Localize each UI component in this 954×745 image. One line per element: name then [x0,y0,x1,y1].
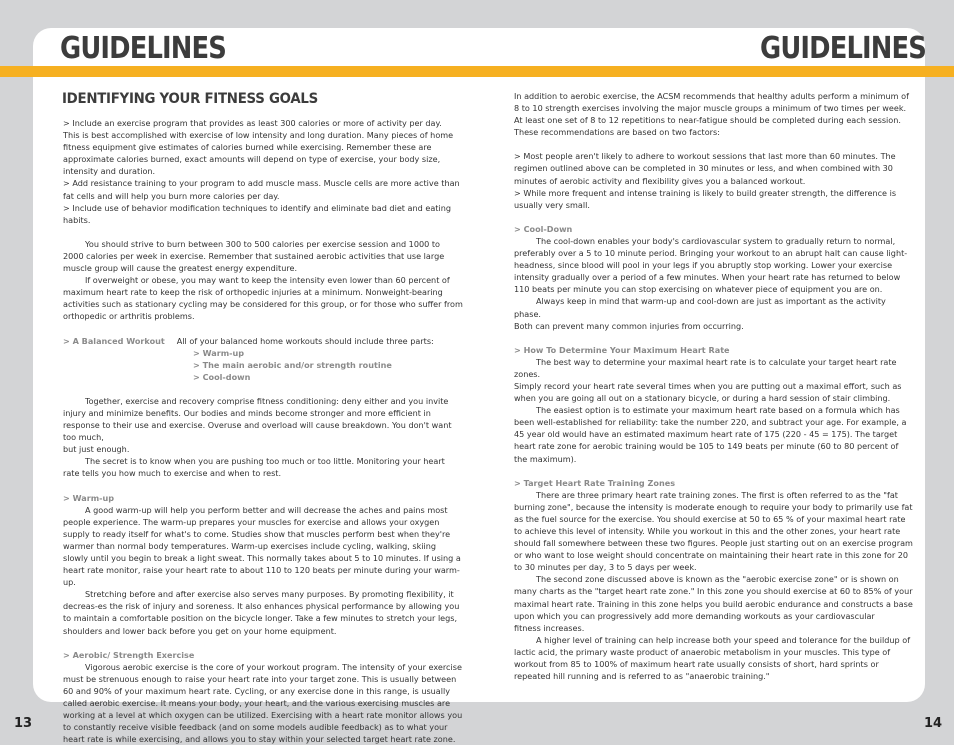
training-zones-heading: > Target Heart Rate Training Zones [514,477,676,488]
balanced-parts-list [193,347,463,383]
factor-1: > Most people aren't likely to adhere to workout sessions that last more than 60 minutes. The regimen outlined above can be completed in 30 minutes or less, and when combined with 30 minutes of aerobic activity and flexibility gives you a balanced workout. [514,151,896,186]
page-title-left: GUIDELINES [60,31,227,66]
part-main-routine: > The main aerobic and/or strength routine [193,359,392,370]
always-paragraph: Always keep in mind that warm-up and cool-down are just as important as the activity phase. Both can prevent many common injuries from occurring. [514,296,886,331]
together-paragraph: Together, exercise and recovery comprise fitness conditioning: deny either and you invite injury and minimize benefits. Our bodies and minds become stronger and more efficient in response to their use and exercise. Overuse and overload will cause breakdown. You don't want too much, but just enough. [63,395,452,455]
balanced-workout-row [63,335,463,347]
section-heading: IDENTIFYING YOUR FITNESS GOALS [62,91,318,107]
balanced-workout-label: > A Balanced Workout [63,335,165,346]
warm-up-paragraph: A good warm-up will help you perform better and will decrease the aches and pains most people experience. The warm-up prepares your muscles for exercise and allows your oxygen supply to ready itself for what's to come. Studies show that muscles perform best when they're warmer than normal body temperatures. Warm-up exercises include cycling, walking, skiing slowly until you begin to break a light sweat. This normally takes about 5 to 10 minutes. If using a heart rate monitor, raise your heart rate to about 110 to 120 beats per minute during your warm-up. [63,504,461,588]
higher-level-paragraph: A higher level of training can help increase both your speed and tolerance for the buildup of lactic acid, the primary waste product of anaerobic metabolism in your muscles. This type of workout from 85 to 100% of maximum heart rate usually consists of short, hard sprints or repeated hill running and is referred to as "anaerobic training." [514,634,911,682]
easiest-option-paragraph: The easiest option is to estimate your maximum heart rate based on a formula which has been well-established for reliability: take the number 220, and subtract your age. For example, a 45 year old would have an estimated maximum heart rate of 175 (220 - 45 = 175). The target heart rate zone for aerobic training would be 105 to 149 beats per minute (60 to 80 percent of the maximum). [514,405,907,464]
right-column [514,90,914,682]
left-column [63,117,463,745]
factor-2: > While more frequent and intense training is likely to build greater strength, the difference is usually very small. [514,187,897,210]
part-cool-down: > Cool-down [193,371,251,382]
acsm-paragraph: In addition to aerobic exercise, the ACSM recommends that healthy adults perform a minimum of 8 to 10 strength exercises involving the major muscle groups a minimum of two times per week. At least one set of 8 to 12 repetitions to near-fatigue should be completed during each session. These recommendations are based on two factors: [514,91,909,138]
secret-paragraph: The secret is to know when you are pushing too much or too little. Monitoring your heart rate tells you how much to exercise and when to rest. [63,456,445,479]
training-zones-paragraph: There are three primary heart rate training zones. The first is often referred to as the "fat burning zone", because the intensity is moderate enough to require your body to primarily use fat as the fuel source for the exercise. You should exercise at 50 to 65 % of your maximal heart rate to achieve this level of intensity. While you workout in this and the other zones, your heart rate should fall somewhere between these two figures. People just starting out on an exercise program or who want to lose weight should concentrate on maintaining their heart rate in this zone for 20 to 30 minutes per day, 3 to 5 days per week. [514,489,913,573]
max-heart-rate-heading: > How To Determine Your Maximum Heart Rate [514,344,730,355]
cool-down-heading: > Cool-Down [514,223,573,234]
warm-up-heading: > Warm-up [63,492,115,503]
intro-paragraph-2: > Add resistance training to your program to add muscle mass. Muscle cells are more active than fat cells and will help you burn more calories per day. [63,178,460,201]
intro-paragraph-3: > Include use of behavior modification techniques to identify and eliminate bad diet and eating habits. [63,202,451,225]
burn-paragraph: You should strive to burn between 300 to 500 calories per exercise session and 1000 to 2000 calories per week in exercise. Remember that sustained aerobic activities that use large muscle group will cause the greatest energy expenditure. [63,238,445,274]
part-warm-up: > Warm-up [193,347,245,358]
page-number-right: 14 [924,716,943,731]
page-title-right: GUIDELINES [760,31,927,66]
stretching-paragraph: Stretching before and after exercise also serves many purposes. By promoting flexibility, it decreas-es the risk of injury and soreness. It also enhances physical performance by allowing you to maintain a comfortable position on the bicycle longer. Take a few minutes to stretch your legs, shoulders and lower back before you get on your home equipment. [63,589,460,636]
second-zone-paragraph: The second zone discussed above is known as the "aerobic exercise zone" or is shown on many charts as the "target heart rate zone." In this zone you should exercise at 60 to 85% of your maximal heart rate. Training in this zone helps you build aerobic endurance and constructs a base upon which you can progressively add more demanding workouts as your cardiovascular fitness increases. [514,574,913,633]
aerobic-paragraph: Vigorous aerobic exercise is the core of your workout program. The intensity of your exercise must be strenuous enough to raise your heart rate into your target zone. This is usually between 60 and 90% of your maximum heart rate. Cycling, or any exercise done in this range, is usually called aerobic exercise. It means your body, your heart, and the various exercising muscles are working at a level at which oxygen can be utilized. Exercising with a heart rate monitor allows you to constantly receive visible feedback (and on some models audible feedback) as to what your heart rate is while exercising, and allows you to stay within your selected target heart rate zone. [63,661,463,745]
page-number-left: 13 [14,716,33,731]
cool-down-paragraph: The cool-down enables your body's cardiovascular system to gradually return to normal, preferably over a 5 to 10 minute period. Bringing your workout to an abrupt halt can cause light-headness, since blood will pool in your legs if you abruptly stop working. Lower your exercise intensity gradually over a period of a few minutes. When your heart rate has returned to below 110 beats per minute you can stop exercising on whatever piece of equipment you are on. [514,235,908,295]
intro-paragraph-1: > Include an exercise program that provides as least 300 calories or more of activity per day. This is best accomplished with exercise of low intensity and long duration. Many pieces of home fitness equipment give estimates of calories burned while exercising. Remember these are approximate calories burned, exact amounts will depend on type of exercise, your body size, intensity and duration. [63,118,454,177]
balanced-workout-text: All of your balanced home workouts should include three parts: [176,335,434,346]
max-heart-rate-paragraph: The best way to determine your maximal heart rate is to calculate your target heart rate zones. Simply record your heart rate several times when you are putting out a maximal effort, such as when you are going all out on a stationary bicycle, or during a hard session of stair climbing. [514,356,902,404]
overweight-paragraph: If overweight or obese, you may want to keep the intensity even lower than 60 percent of maximum heart rate to keep the risk of orthopedic injuries at a minimum. Nonweight-bearing activities such as stationary cycling may be considered for this group, or for those who suffer from orthopedic or arthritis problems. [63,275,463,322]
aerobic-strength-heading: > Aerobic/ Strength Exercise [63,649,195,660]
